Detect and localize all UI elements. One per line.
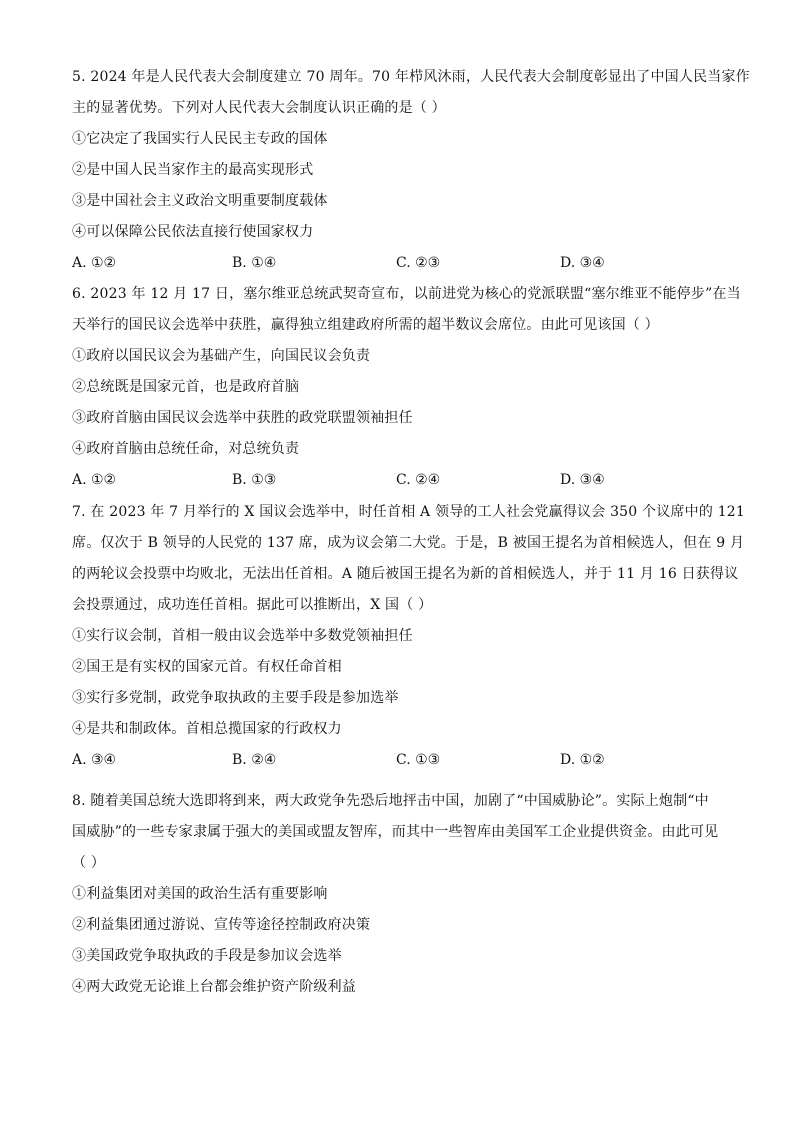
question-6-statement-3: ③政府首脑由国民议会选举中获胜的政党联盟领袖担任 (72, 410, 413, 426)
question-6-option-b: B. ①③ (232, 472, 277, 488)
question-5-statement-1: ①它决定了我国实行人民民主专政的国体 (72, 131, 328, 147)
question-8-statement-1: ①利益集团对美国的政治生活有重要影响 (72, 886, 328, 902)
question-5-options (72, 248, 732, 279)
question-7-statement-2: ②国王是有实权的国家元首。有权任命首相 (72, 659, 342, 675)
question-7-statement-1: ①实行议会制，首相一般由议会选举中多数党领袖担任 (72, 628, 413, 644)
question-7-stem-line-2: 席。仅次于 B 领导的人民党的 137 席，成为议会第二大党。于是，B 被国王提名为首相候选人，但在 9 月 (72, 535, 745, 551)
question-5-stem-line-1: 5. 2024 年是人民代表大会制度建立 70 周年。70 年栉风沐雨，人民代表大会制度彰显出了中国人民当家作 (72, 69, 750, 85)
question-5 (72, 62, 750, 279)
question-8-statement-4: ④两大政党无论谁上台都会维护资产阶级利益 (72, 979, 356, 995)
question-6-stem-line-1: 6. 2023 年 12 月 17 日，塞尔维亚总统武契奇宣布，以前进党为核心的党派联盟“塞尔维亚不能停步”在当 (72, 286, 741, 302)
question-7-options (72, 745, 732, 776)
question-8-statement-2: ②利益集团通过游说、宣传等途径控制政府决策 (72, 917, 371, 933)
question-7-stem-line-4: 会投票通过，成功连任首相。据此可以推断出，X 国（ ） (72, 597, 433, 613)
question-5-statement-3: ③是中国社会主义政治文明重要制度载体 (72, 193, 328, 209)
question-7-option-a: A. ③④ (72, 752, 117, 768)
question-5-option-a: A. ①② (72, 255, 117, 271)
question-5-option-d: D. ③④ (560, 255, 605, 271)
question-7-stem-line-1: 7. 在 2023 年 7 月举行的 X 国议会选举中，时任首相 A 领导的工人社会党赢得议会 350 个议席中的 121 (72, 504, 746, 520)
question-7-option-b: B. ②④ (232, 752, 277, 768)
question-8 (72, 786, 732, 1003)
question-8-stem-line-3: （ ） (72, 855, 106, 871)
question-5-stem-line-2: 主的显著优势。下列对人民代表大会制度认识正确的是（ ） (72, 100, 446, 116)
question-7-statement-3: ③实行多党制，政党争取执政的主要手段是参加选举 (72, 690, 399, 706)
question-6-stem-line-2: 天举行的国民议会选举中获胜，赢得独立组建政府所需的超半数议会席位。由此可见该国（ ） (72, 317, 659, 333)
question-5-statement-4: ④可以保障公民依法直接行使国家权力 (72, 224, 314, 240)
question-6-statement-1: ①政府以国民议会为基础产生，向国民议会负责 (72, 348, 371, 364)
question-5-option-b: B. ①④ (232, 255, 277, 271)
question-6 (72, 279, 741, 496)
question-8-stem-line-2: 国威胁”的一些专家隶属于强大的美国或盟友智库，而其中一些智库由美国军工企业提供资金。由此可见 (72, 824, 719, 840)
question-7-option-d: D. ①② (560, 752, 605, 768)
question-6-statement-2: ②总统既是国家元首，也是政府首脑 (72, 379, 300, 395)
question-8-stem-line-1: 8. 随着美国总统大选即将到来，两大政党争先恐后地抨击中国，加剧了“中国威胁论”。实际上炮制“中 (72, 793, 709, 809)
question-6-option-c: C. ②④ (396, 472, 441, 488)
question-6-option-a: A. ①② (72, 472, 117, 488)
question-7-stem-line-3: 的两轮议会投票中均败北，无法出任首相。A 随后被国王提名为新的首相候选人，并于 11 月 16 日获得议 (72, 566, 739, 582)
question-6-options (72, 465, 732, 496)
question-8-statement-3: ③美国政党争取执政的手段是参加议会选举 (72, 948, 342, 964)
question-6-statement-4: ④政府首脑由总统任命，对总统负责 (72, 441, 300, 457)
question-5-statement-2: ②是中国人民当家作主的最高实现形式 (72, 162, 314, 178)
question-7-option-c: C. ①③ (396, 752, 441, 768)
question-6-option-d: D. ③④ (560, 472, 605, 488)
question-7 (72, 497, 746, 776)
question-5-option-c: C. ②③ (396, 255, 441, 271)
question-7-statement-4: ④是共和制政体。首相总揽国家的行政权力 (72, 721, 342, 737)
